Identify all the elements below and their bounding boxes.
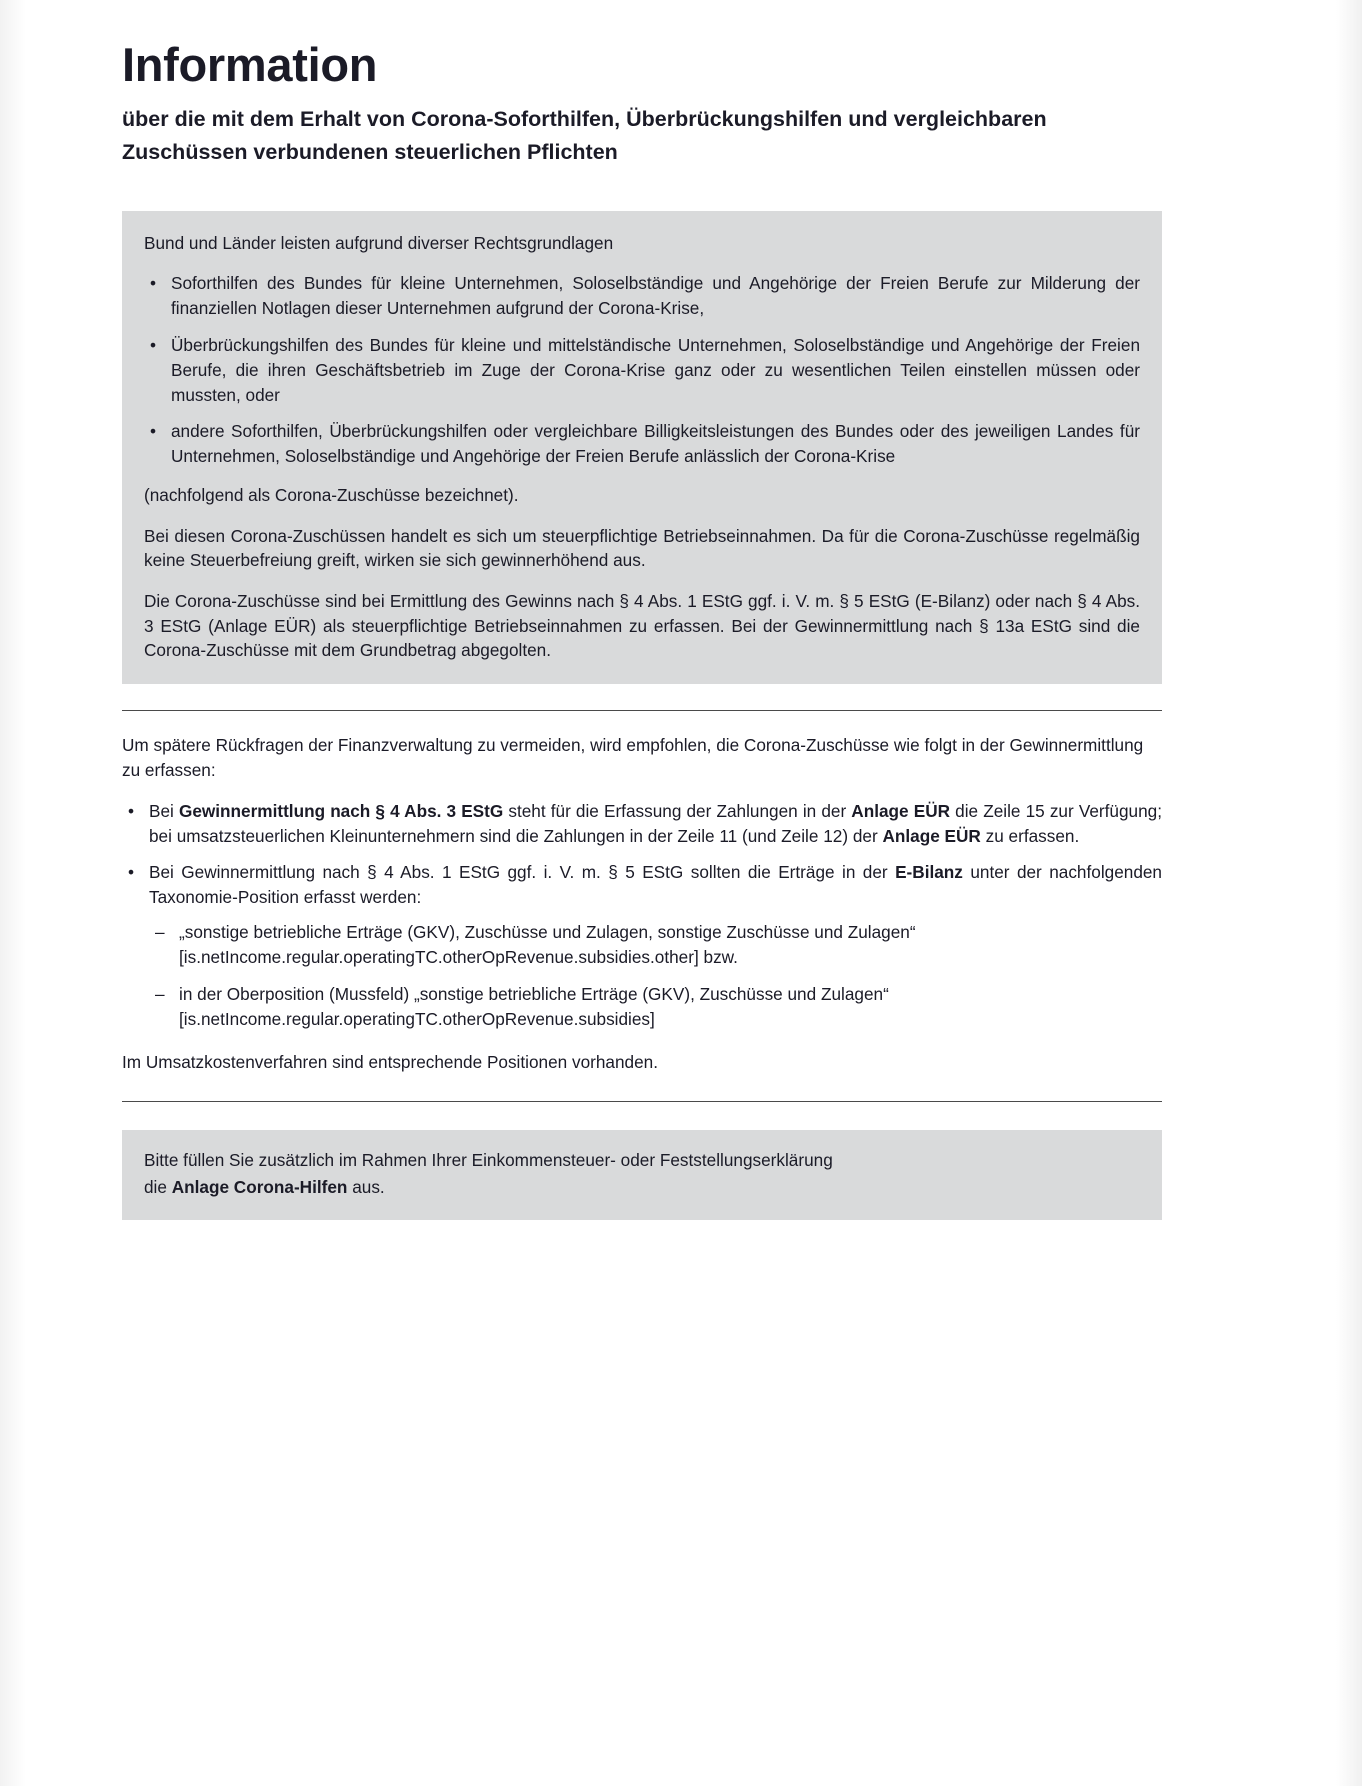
list-item	[122, 799, 1162, 849]
sub-list-item	[149, 982, 1162, 1032]
box2-bold-anlage-corona-hilfen: Anlage Corona-Hilfen	[171, 1176, 348, 1197]
list-item-text: Soforthilfen des Bundes für kleine Unternehmen, Soloselbständige und Angehörige der Freien Berufe zur Milderung der finanziellen Notlagen dieser Unternehmen aufgrund der Corona-Krise,	[171, 273, 1140, 319]
bullet-marker-icon: •	[150, 421, 157, 442]
box2-line1: Bitte füllen Sie zusätzlich im Rahmen Ihrer Einkommensteuer- oder Feststellungserklärung	[144, 1150, 833, 1171]
taxonomy-label-1: „sonstige betriebliche Erträge (GKV), Zuschüsse und Zulagen, sonstige Zuschüsse und Zulagen“	[179, 921, 916, 942]
bullet1-bold-gewinnermittlung: Gewinnermittlung nach § 4 Abs. 3 EStG	[178, 800, 504, 821]
info-box-anlage-corona-hilfen	[122, 1130, 1162, 1220]
section2-closing: Im Umsatzkostenverfahren sind entsprechende Positionen vorhanden.	[122, 1052, 658, 1073]
page-title: Information	[122, 38, 378, 91]
document-content	[122, 40, 1162, 1220]
bullet1-bold-anlage-eur-2: Anlage EÜR	[882, 825, 981, 846]
bullet-marker-icon: •	[128, 800, 135, 821]
divider-top	[122, 710, 1162, 711]
box2-line2	[144, 1175, 1140, 1200]
taxonomy-code-1: [is.netIncome.regular.operatingTC.otherOpRevenue.subsidies.other] bzw.	[179, 947, 738, 968]
list-item	[144, 333, 1140, 407]
taxonomy-label-2: in der Oberposition (Mussfeld) „sonstige betriebliche Erträge (GKV), Zuschüsse und Zulagen“	[179, 984, 889, 1005]
dash-marker-icon: –	[155, 921, 165, 942]
bullet-marker-icon: •	[128, 862, 135, 883]
section2-intro: Um spätere Rückfragen der Finanzverwaltung zu vermeiden, wird empfohlen, die Corona-Zuschüsse wie folgt in der Gewinnermittlung zu erfassen:	[122, 735, 1144, 781]
list-item	[122, 860, 1162, 1032]
taxonomy-sublist	[149, 920, 1162, 1032]
box1-intro: Bund und Länder leisten aufgrund diverser Rechtsgrundlagen	[144, 232, 614, 253]
bullet-marker-icon: •	[150, 273, 157, 294]
bullet-marker-icon: •	[150, 334, 157, 355]
page-subtitle: über die mit dem Erhalt von Corona-Soforthilfen, Überbrückungshilfen und vergleichbaren Zuschüssen verbundenen steuerlichen Pflichten	[122, 107, 1047, 165]
bullet2-text-part1: Bei Gewinnermittlung nach § 4 Abs. 1 EStG ggf. i. V. m. § 5 EStG sollten die Erträge in der	[149, 862, 896, 883]
recommendation-section	[122, 733, 1162, 1075]
box1-after-list: (nachfolgend als Corona-Zuschüsse bezeichnet).	[144, 484, 519, 505]
box1-bullet-list	[144, 271, 1140, 468]
bullet1-text-part4: zu erfassen.	[980, 825, 1080, 846]
box2-line2-part1: die	[144, 1176, 172, 1197]
section2-bullet-list	[122, 799, 1162, 1033]
sub-list-item	[149, 920, 1162, 970]
info-box-legal-basis	[122, 211, 1162, 685]
box1-paragraph-taxable: Bei diesen Corona-Zuschüssen handelt es sich um steuerpflichtige Betriebseinnahmen. Da für die Corona-Zuschüsse regelmäßig keine Steuerbefreiung greift, wirken sie sich gewinnerhöhend aus.	[144, 525, 1140, 571]
bullet1-text-part3: die Zeile 15 zur Verfügung; bei umsatzsteuerlichen Kleinunternehmern sind die Zahlungen in der Zeile 11 (und Zeile 12) der	[149, 800, 1162, 846]
dash-marker-icon: –	[155, 984, 165, 1005]
bullet2-text-part2: unter der nachfolgenden Taxonomie-Position erfasst werden:	[149, 862, 1162, 908]
bullet2-bold-e-bilanz: E-Bilanz	[895, 862, 963, 883]
bullet1-bold-anlage-eur-1: Anlage EÜR	[851, 800, 951, 821]
list-item	[144, 419, 1140, 469]
divider-bottom	[122, 1101, 1162, 1102]
list-item-text: Überbrückungshilfen des Bundes für kleine und mittelständische Unternehmen, Soloselbständige und Angehörige der Freien Berufe, die ihren Geschäftsbetrieb im Zuge der Corona-Krise ganz oder zu wesentlichen Teilen einstellen müssen oder mussten, oder	[171, 334, 1140, 405]
bullet1-text-part1: Bei	[149, 800, 179, 821]
taxonomy-code-2: [is.netIncome.regular.operatingTC.otherOpRevenue.subsidies]	[179, 1009, 655, 1030]
box2-line2-part2: aus.	[347, 1176, 385, 1197]
list-item	[144, 271, 1140, 321]
box1-paragraph-legal: Die Corona-Zuschüsse sind bei Ermittlung des Gewinns nach § 4 Abs. 1 EStG ggf. i. V. m. § 5 EStG (E-Bilanz) oder nach § 4 Abs. 3 EStG (Anlage EÜR) als steuerpflichtige Betriebseinnahmen zu erfassen. Bei der Gewinnermittlung nach § 13a EStG sind die Corona-Zuschüsse mit dem Grundbetrag abgegolten.	[144, 591, 1140, 660]
list-item-text: andere Soforthilfen, Überbrückungshilfen oder vergleichbare Billigkeitsleistungen des Bundes oder des jeweiligen Landes für Unternehmen, Soloselbständige und Angehörige der Freien Berufe anlässlich der Corona-Krise	[171, 421, 1140, 467]
bullet1-text-part2: steht für die Erfassung der Zahlungen in der	[503, 800, 852, 821]
